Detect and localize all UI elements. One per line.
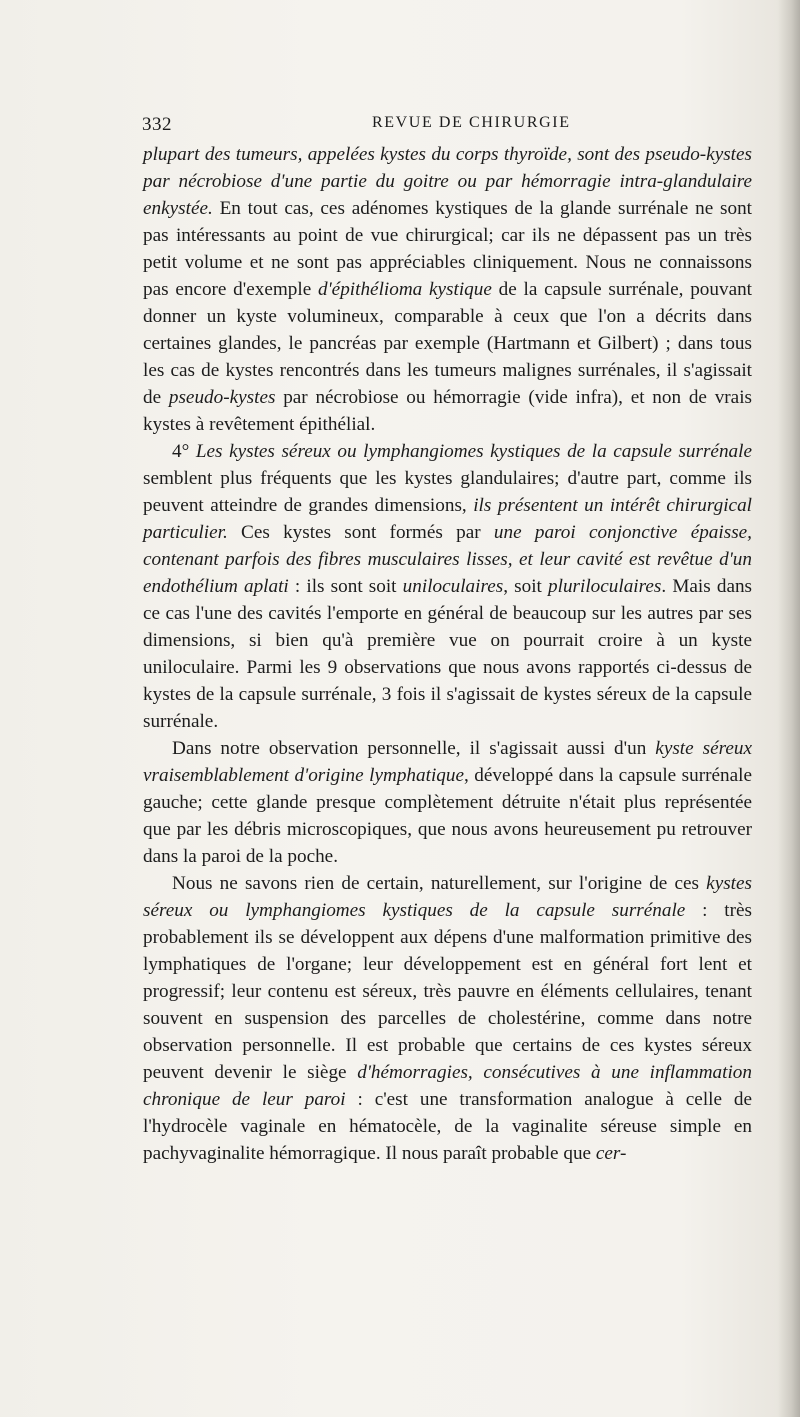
text-run: , soit xyxy=(503,576,549,597)
paragraph xyxy=(143,735,752,870)
italic-run: pseudo-kystes xyxy=(168,387,276,408)
italic-run: kyste séreux vraisemblablement d'origine lymphatique xyxy=(143,738,752,786)
text-run: de la capsule surrénale, pouvant donner un kyste volumineux, comparable à ceux que l'on a décrits dans certaines glandes, le pancréas par exemple (Hartmann et Gilbert) ; dans tous les cas de kystes rencontrés dans les tumeurs malignes surrénales, il s'agissait de xyxy=(143,279,753,408)
italic-run: uniloculaires xyxy=(402,576,504,597)
page-header xyxy=(142,114,702,138)
italic-run: kystes séreux ou lymphangiomes kystiques de la capsule surrénale xyxy=(143,873,752,921)
text-run: . Mais dans ce cas l'une des cavités l'emporte en général de beaucoup sur les autres par ses dimensions, si bien qu'à première vue on pourrait croire à un kyste uniloculaire. Parmi les 9 observations que nous avons rapportés ci-dessus de kystes de la capsule surrénale, 3 fois il s'agissait de kystes séreux de la capsule surrénale. xyxy=(143,576,753,732)
running-head: REVUE DE CHIRURGIE xyxy=(372,114,571,131)
text-run: : c'est une transformation analogue à celle de l'hydrocèle vaginale en hématocèle, de la vaginalite séreuse simple en pachyvaginalite hémorragique. Il nous paraît probable que xyxy=(143,1089,752,1164)
italic-run: Les kystes séreux ou lymphangiomes kystiques de la capsule surrénale xyxy=(195,441,752,462)
paragraph xyxy=(143,141,752,438)
page-number: 332 xyxy=(142,114,172,135)
paragraph xyxy=(143,870,752,1167)
italic-run: ils présentent un intérêt chirurgical particulier. xyxy=(143,495,752,543)
text-run: Nous ne savons rien de certain, naturellement, sur l'origine de ces xyxy=(172,873,707,894)
text-run: : ils sont soit xyxy=(288,576,403,597)
italic-run: pluriloculaires xyxy=(548,576,662,597)
text-run: par nécrobiose ou hémorragie (vide infra), et non de vrais kystes à revêtement épithélial. xyxy=(143,387,752,435)
italic-run: d'hémorragies, consécutives à une inflammation chronique de leur paroi xyxy=(143,1062,752,1110)
text-run: Ces kystes sont formés par xyxy=(227,522,494,543)
text-run: , développé dans la capsule surrénale gauche; cette glande presque complètement détruite n'était plus représentée que par les débris microscopiques, que nous avons heureusement pu retrouver dans la paroi de la poche. xyxy=(143,765,752,867)
body-text xyxy=(143,141,752,1167)
italic-run: plupart des tumeurs, appelées kystes du corps thyroïde, sont des pseudo-kystes par nécrobiose d'une partie du goitre ou par hémorragie intra-glandulaire enkystée. xyxy=(143,144,752,219)
text-run: semblent plus fréquents que les kystes glandulaires; d'autre part, comme ils peuvent atteindre de grandes dimensions, xyxy=(143,468,752,516)
page-edge-shadow xyxy=(778,0,800,1417)
italic-run: une paroi conjonctive épaisse, contenant parfois des fibres musculaires lisses, et leur cavité est revêtue d'un endothélium aplati xyxy=(143,522,752,597)
text-run: : très probablement ils se développent aux dépens d'une malformation primitive des lymphatiques de l'organe; leur développement est en général fort lent et progressif; leur contenu est séreux, très pauvre en éléments cellulaires, tenant souvent en suspension des parcelles de cholestérine, comme dans notre observation personnelle. Il est probable que certains de ces kystes séreux peuvent devenir le siège xyxy=(143,900,753,1083)
text-run: 4° xyxy=(172,441,196,462)
paragraph xyxy=(143,438,752,735)
text-run: En tout cas, ces adénomes kystiques de la glande surrénale ne sont pas intéressants au point de vue chirurgical; car ils ne dépassent pas un très petit volume et ne sont pas appréciables cliniquement. Nous ne connaissons pas encore d'exemple xyxy=(143,198,752,300)
text-run: Dans notre observation personnelle, il s'agissait aussi d'un xyxy=(172,738,656,759)
italic-run: d'épithélioma kystique xyxy=(317,279,492,300)
italic-run: cer- xyxy=(595,1143,627,1164)
